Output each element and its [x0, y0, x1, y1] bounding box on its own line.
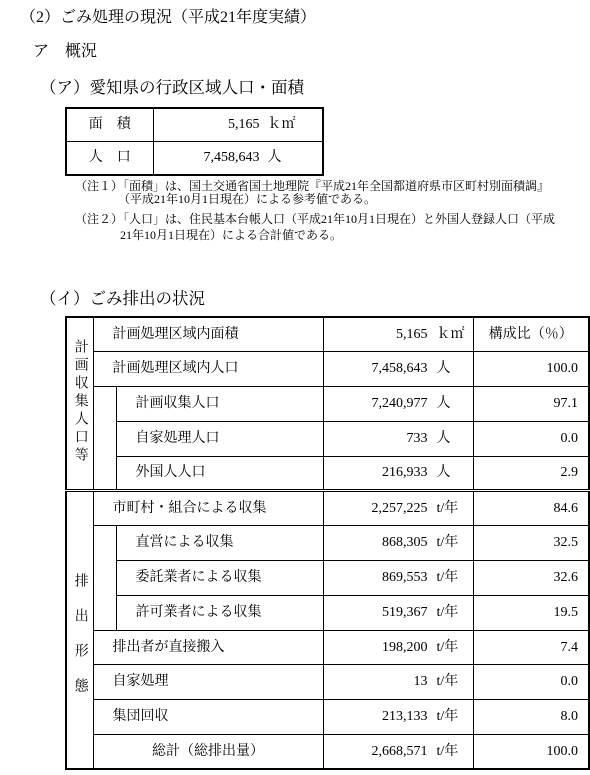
row-ratio: 32.6 [473, 561, 589, 596]
discharge-group-label: 排出形態 [72, 573, 88, 714]
row-value: 13 [413, 674, 428, 690]
population-group-cell [66, 317, 93, 491]
table-row [66, 700, 589, 735]
subheading: ア 概況 [33, 43, 98, 60]
table-row [66, 665, 589, 700]
row-value: 733 [406, 430, 428, 446]
row-value-cell [323, 456, 473, 491]
row-item: 計画収集人口 [116, 387, 323, 422]
table-row [66, 456, 589, 491]
total-unit: t/年 [436, 743, 459, 759]
row-unit: t/年 [436, 500, 459, 516]
note-2-line-1 [75, 213, 555, 225]
row-item: 自家処理人口 [116, 421, 323, 456]
table-row [66, 630, 589, 665]
row-item: 許可業者による収集 [116, 595, 323, 630]
row-ratio: 97.1 [473, 387, 589, 422]
row-unit: t/年 [436, 674, 459, 690]
total-item: 総計（総排出量） [93, 735, 323, 770]
row-item: 計画処理区域内人口 [93, 352, 323, 387]
indent-spacer [93, 526, 116, 630]
area-row [66, 108, 323, 142]
table-row [66, 595, 589, 630]
note-1-line-1 [75, 180, 549, 192]
row-value-cell [323, 700, 473, 735]
row-item: 集団回収 [93, 700, 323, 735]
note-2-text-2: 21年10月1日現在）による合計値である。 [120, 228, 343, 242]
row-ratio: 2.9 [473, 456, 589, 491]
note-2-text-1: 「人口」は、住民基本台帳人口（平成21年10月1日現在）と外国人登録人口（平成 [123, 212, 556, 226]
population-label: 人 口 [66, 142, 153, 176]
waste-discharge-table [65, 316, 590, 770]
row-ratio: 8.0 [473, 700, 589, 735]
row-value-cell [323, 561, 473, 596]
indent-spacer [93, 387, 116, 491]
total-ratio: 100.0 [473, 735, 589, 770]
note-1-marker: （注１） [75, 179, 124, 193]
row-ratio: 0.0 [473, 665, 589, 700]
row-unit: t/年 [436, 709, 459, 725]
row-item: 外国人人口 [116, 456, 323, 491]
table-row [66, 491, 589, 526]
area-value: 5,165 [228, 117, 260, 132]
row-item: 市町村・組合による収集 [93, 491, 323, 526]
row-value: 2,257,225 [371, 500, 428, 516]
row-unit: ｋ㎡ [436, 326, 465, 342]
row-value-cell [323, 630, 473, 665]
area-value-cell [153, 108, 323, 142]
row-value: 869,553 [382, 569, 428, 585]
row-unit: 人 [436, 465, 451, 481]
population-unit: 人 [267, 150, 282, 165]
row-item: 排出者が直接搬入 [93, 630, 323, 665]
row-ratio: 19.5 [473, 595, 589, 630]
total-value: 2,668,571 [371, 743, 428, 759]
row-ratio: 0.0 [473, 421, 589, 456]
row-ratio: 100.0 [473, 352, 589, 387]
row-ratio: 32.5 [473, 526, 589, 561]
row-value-cell [323, 491, 473, 526]
table-row [66, 421, 589, 456]
row-value: 7,240,977 [371, 395, 428, 411]
row-unit: 人 [436, 430, 451, 446]
row-item: 直営による収集 [116, 526, 323, 561]
section-heading: （2）ごみ処理の現況（平成21年度実績） [20, 9, 317, 26]
table-row [66, 526, 589, 561]
population-row [66, 142, 323, 176]
ratio-header: 構成比（％） [473, 317, 589, 352]
table-row [66, 352, 589, 387]
row-value: 5,165 [396, 326, 428, 342]
row-ratio: 7.4 [473, 630, 589, 665]
row-value-cell [323, 595, 473, 630]
row-item: 自家処理 [93, 665, 323, 700]
row-value: 198,200 [382, 639, 428, 655]
row-value-cell [323, 526, 473, 561]
population-value: 7,458,643 [203, 150, 260, 165]
table-row [66, 561, 589, 596]
row-value-cell [323, 317, 473, 352]
note-1-text-2: （平成21年10月1日現在）による参考値である。 [118, 192, 377, 206]
area-unit: ｋ㎡ [267, 117, 296, 132]
population-group-label: 計画収集人口等 [72, 338, 88, 465]
note-1-text-1: 「面積」は、国土交通省国土地理院『平成21年全国都道府県市区町村別面積調』 [123, 179, 550, 193]
area-population-table [65, 107, 324, 176]
row-value: 213,133 [382, 709, 428, 725]
area-label: 面 積 [66, 108, 153, 142]
row-ratio: 84.6 [473, 491, 589, 526]
waste-discharge-title: （イ）ごみ排出の状況 [40, 289, 205, 308]
row-value-cell [323, 387, 473, 422]
row-value-cell [323, 421, 473, 456]
row-value-cell [323, 665, 473, 700]
discharge-group-cell [66, 491, 93, 769]
table-row [66, 387, 589, 422]
total-value-cell [323, 735, 473, 770]
row-value: 7,458,643 [371, 361, 428, 377]
row-value: 868,305 [382, 535, 428, 551]
row-unit: 人 [436, 395, 451, 411]
row-unit: t/年 [436, 569, 459, 585]
note-2-marker: （注２） [75, 212, 124, 226]
row-value: 519,367 [382, 604, 428, 620]
area-population-title: （ア）愛知県の行政区域人口・面積 [40, 78, 304, 97]
row-unit: t/年 [436, 639, 459, 655]
table-row [66, 317, 589, 352]
row-item: 委託業者による収集 [116, 561, 323, 596]
row-unit: t/年 [436, 535, 459, 551]
population-value-cell [153, 142, 323, 176]
row-unit: 人 [436, 361, 451, 377]
row-value-cell [323, 352, 473, 387]
row-value: 216,933 [382, 465, 428, 481]
total-row [66, 735, 589, 770]
row-unit: t/年 [436, 604, 459, 620]
row-item: 計画処理区域内面積 [93, 317, 323, 352]
